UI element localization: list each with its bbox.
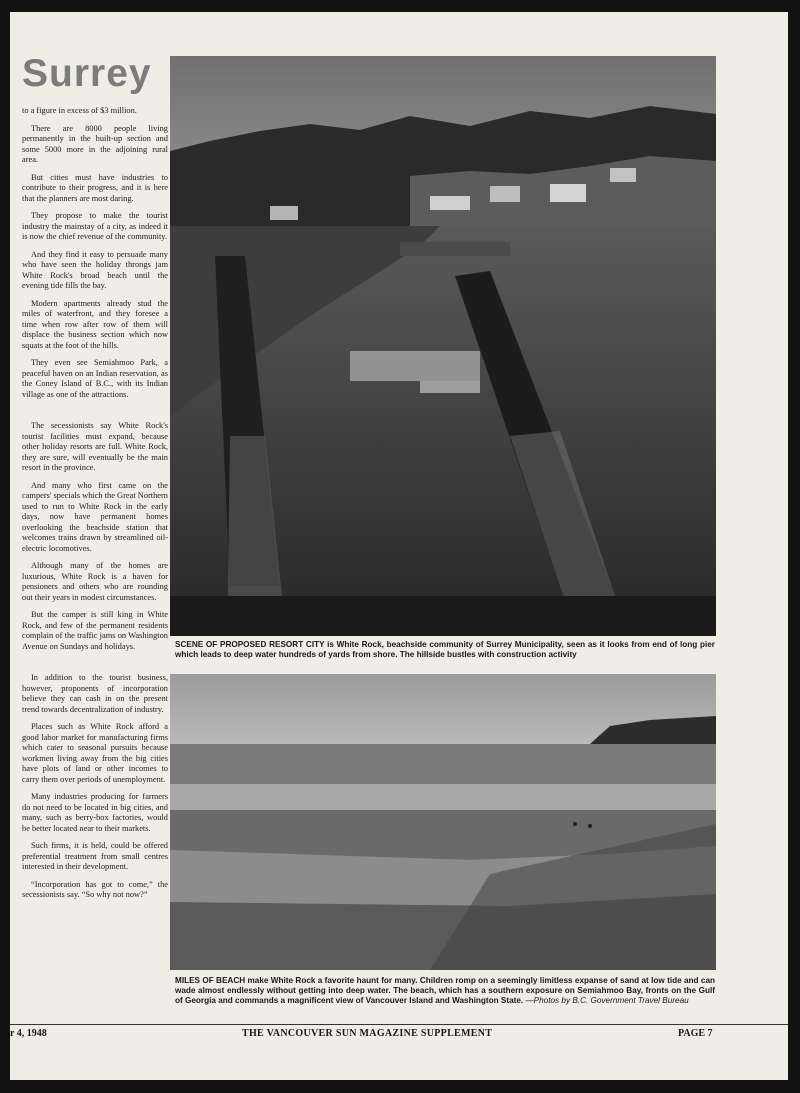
footer-divider (10, 1024, 788, 1025)
column-paragraph: But cities must have industries to contribute to their progress, and it is here that the planners are most daring. (22, 172, 168, 203)
column-paragraph: But the camper is still king in White Rock, and few of the permanent residents complain of the traffic jams on Washington Avenue on Sundays and holidays. (22, 610, 168, 651)
column-paragraph: They even see Semiahmoo Park, a peaceful haven on an Indian reservation, as the Coney Island of B.C., with its Indian village as one of the attractions. (22, 358, 168, 399)
beach-photo-image (170, 674, 716, 970)
paragraph-group-c (22, 673, 168, 901)
column-paragraph: The secessionists say White Rock's tourist facilities must expand, because other holiday resorts are full. White Rock, they are sure, will eventually be the main resort in the province. (22, 421, 168, 472)
column-paragraph: And many who first came on the campers' specials which the Great Northern used to run to White Rock in the early days, now have permanent homes overlooking the beachside station that welcomes trains drawn by streamlined oil-electric locomotives. (22, 480, 168, 553)
column-paragraph: In addition to the tourist business, however, proponents of incorporation believe they can cash in on the present trend towards decentralization of industry. (22, 673, 168, 714)
newspaper-page (10, 12, 788, 1080)
pier-photo-caption: SCENE OF PROPOSED RESORT CITY is White Rock, beachside community of Surrey Municipality, seen as it looks from end of long pier which leads to deep water hundreds of yards from shore. The hillside bustles with construction activity (175, 640, 715, 659)
article-column (22, 106, 168, 908)
beach-caption-text: MILES OF BEACH make White Rock a favorite haunt for many. Children romp on a seemingly limitless expanse of sand at low tide and can wade almost endlessly without getting into deep water. The beach, which has a southern exposure on Semiahmoo Bay, fronts on the Gulf of Georgia and commands a magnificent view of Vancouver Island and Washington State. (175, 976, 715, 1005)
column-paragraph: Places such as White Rock afford a good labor market for manufacturing firms which cater to seasonal pursuits because workmen living away from the big cities have plots of land or other incomes to carry them over periods of unemployment. (22, 722, 168, 784)
column-paragraph: They propose to make the tourist industry the mainstay of a city, as indeed it is now the chief revenue of the community. (22, 211, 168, 241)
column-paragraph: Such firms, it is held, could be offered preferential treatment from small centres interested in their development. (22, 841, 168, 871)
beach-photo-caption (175, 976, 715, 1006)
footer-publication-title: THE VANCOUVER SUN MAGAZINE SUPPLEMENT (242, 1028, 493, 1039)
column-paragraph: There are 8000 people living permanently in the built-up section and some 5000 more in the adjoining rural area. (22, 123, 168, 164)
column-paragraph: And they find it easy to persuade many who have seen the holiday throngs jam White Rock's broad beach until the evening tide fills the bay. (22, 249, 168, 290)
column-paragraph: Although many of the homes are luxurious, White Rock is a haven for pensioners and others who are rounding out their years in modest circumstances. (22, 561, 168, 602)
pier-photo (170, 56, 716, 636)
footer-date: r 4, 1948 (10, 1028, 47, 1039)
pier-photo-image (170, 56, 716, 636)
paragraph-group-a (22, 106, 168, 400)
column-paragraph: “Incorporation has got to come,” the secessionists say. “So why not now?” (22, 879, 168, 899)
beach-photo (170, 674, 716, 970)
photo-credit: —Photos by B.C. Government Travel Bureau (525, 996, 689, 1005)
column-paragraph: Many industries producing for farmers do not need to be located in big cities, and many, such as berry-box factories, would be better located near to their markets. (22, 792, 168, 833)
headline: Surrey (22, 52, 152, 95)
column-paragraph: Modern apartments already stud the miles of waterfront, and they foresee a time when row after row of them will displace the business section which now squats at the foot of the hills. (22, 298, 168, 350)
footer-page-number: PAGE 7 (678, 1028, 713, 1039)
paragraph-group-b (22, 421, 168, 652)
column-paragraph: to a figure in excess of $3 million. (22, 106, 137, 115)
